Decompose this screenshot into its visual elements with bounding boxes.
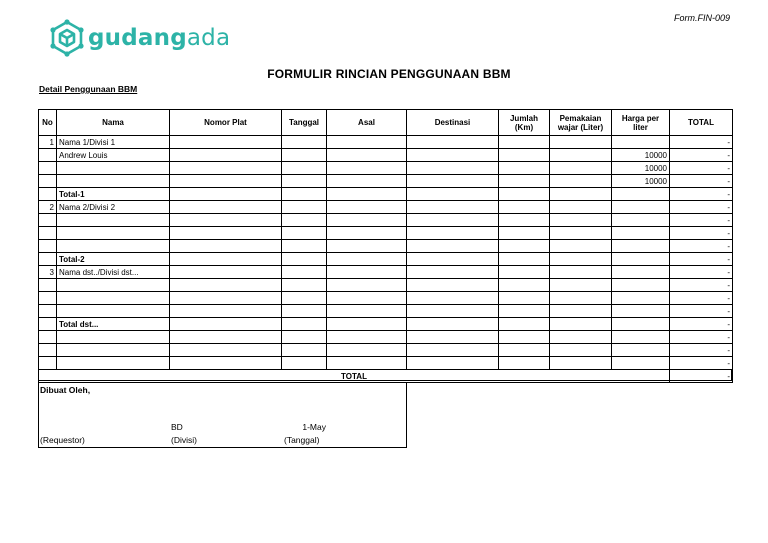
cell-destinasi[interactable] [407, 344, 499, 357]
cell-destinasi[interactable] [407, 175, 499, 188]
cell-destinasi[interactable] [407, 292, 499, 305]
form-code: Form.FIN-009 [673, 13, 730, 23]
cell-harga[interactable]: 10000 [612, 175, 670, 188]
col-header-pemakaian: Pemakaian wajar (Liter) [550, 110, 612, 136]
cell-jumlah-km[interactable] [499, 344, 550, 357]
cell-total[interactable]: - [670, 201, 733, 214]
cell-total[interactable]: - [670, 292, 733, 305]
cell-asal[interactable] [327, 201, 407, 214]
cell-total[interactable]: - [670, 240, 733, 253]
cell-asal[interactable] [327, 305, 407, 318]
cell-total[interactable]: - [670, 162, 733, 175]
cell-tanggal[interactable] [282, 279, 327, 292]
cell-destinasi[interactable] [407, 266, 499, 279]
cell-destinasi[interactable] [407, 279, 499, 292]
cell-pemakaian[interactable] [550, 266, 612, 279]
cell-no[interactable] [39, 253, 57, 266]
cell-destinasi[interactable] [407, 240, 499, 253]
cell-asal[interactable] [327, 331, 407, 344]
cell-harga[interactable] [612, 292, 670, 305]
cell-jumlah-km[interactable] [499, 201, 550, 214]
table-row [39, 279, 733, 292]
cell-total[interactable]: - [670, 357, 733, 370]
cell-destinasi[interactable] [407, 227, 499, 240]
cell-harga[interactable] [612, 201, 670, 214]
table-row [39, 253, 733, 266]
cell-pemakaian[interactable] [550, 331, 612, 344]
cell-nomor-plat[interactable] [170, 292, 282, 305]
cell-total[interactable]: - [670, 175, 733, 188]
cell-harga[interactable] [612, 344, 670, 357]
cell-harga[interactable] [612, 357, 670, 370]
cell-total[interactable]: - [670, 266, 733, 279]
signature-box [38, 382, 407, 448]
cell-tanggal[interactable] [282, 253, 327, 266]
cell-no[interactable] [39, 305, 57, 318]
cell-nomor-plat[interactable] [170, 305, 282, 318]
cell-no[interactable] [39, 188, 57, 201]
table-row [39, 188, 733, 201]
cell-nomor-plat[interactable] [170, 240, 282, 253]
form-title: FORMULIR RINCIAN PENGGUNAAN BBM [267, 67, 511, 81]
cell-harga[interactable]: 10000 [612, 162, 670, 175]
cell-pemakaian[interactable] [550, 318, 612, 331]
cell-nama[interactable]: Total-1 [57, 188, 170, 201]
cell-pemakaian[interactable] [550, 240, 612, 253]
cell-nama[interactable] [57, 175, 170, 188]
brand-part-1: gudang [88, 25, 187, 51]
cell-jumlah-km[interactable] [499, 357, 550, 370]
date-value[interactable]: 1-May [302, 422, 326, 432]
cell-nomor-plat[interactable] [170, 136, 282, 149]
cell-harga[interactable] [612, 240, 670, 253]
col-header-tanggal: Tanggal [282, 110, 327, 136]
cell-harga[interactable] [612, 305, 670, 318]
cell-harga[interactable]: 10000 [612, 149, 670, 162]
cell-destinasi[interactable] [407, 331, 499, 344]
cell-asal[interactable] [327, 214, 407, 227]
cell-no[interactable] [39, 149, 57, 162]
cell-pemakaian[interactable] [550, 344, 612, 357]
cell-destinasi[interactable] [407, 214, 499, 227]
cell-total[interactable]: - [670, 279, 733, 292]
cell-tanggal[interactable] [282, 162, 327, 175]
cell-total[interactable]: - [670, 149, 733, 162]
cell-nomor-plat[interactable] [170, 149, 282, 162]
table-row [39, 227, 733, 240]
cell-destinasi[interactable] [407, 162, 499, 175]
cell-destinasi[interactable] [407, 188, 499, 201]
cell-no[interactable] [39, 331, 57, 344]
cell-nama[interactable]: Nama dst../Divisi dst... [57, 266, 170, 279]
cell-tanggal[interactable] [282, 292, 327, 305]
cell-pemakaian[interactable] [550, 162, 612, 175]
cell-asal[interactable] [327, 162, 407, 175]
cell-jumlah-km[interactable] [499, 175, 550, 188]
col-header-no: No [39, 110, 57, 136]
table-row [39, 240, 733, 253]
cell-jumlah-km[interactable] [499, 279, 550, 292]
table-row [39, 344, 733, 357]
cell-pemakaian[interactable] [550, 149, 612, 162]
cell-asal[interactable] [327, 318, 407, 331]
cell-tanggal[interactable] [282, 214, 327, 227]
cell-jumlah-km[interactable] [499, 227, 550, 240]
cell-jumlah-km[interactable] [499, 253, 550, 266]
cell-total[interactable]: - [670, 188, 733, 201]
cell-nama[interactable] [57, 357, 170, 370]
cell-jumlah-km[interactable] [499, 188, 550, 201]
cell-jumlah-km[interactable] [499, 292, 550, 305]
cell-tanggal[interactable] [282, 149, 327, 162]
col-header-nomor-plat: Nomor Plat [170, 110, 282, 136]
cell-pemakaian[interactable] [550, 227, 612, 240]
cell-asal[interactable] [327, 292, 407, 305]
cell-nomor-plat[interactable] [170, 318, 282, 331]
brand-logo [49, 19, 230, 57]
cell-asal[interactable] [327, 136, 407, 149]
cell-pemakaian[interactable] [550, 188, 612, 201]
cell-total[interactable]: - [670, 305, 733, 318]
date-label: (Tanggal) [284, 435, 320, 445]
cell-asal[interactable] [327, 149, 407, 162]
table-row [39, 266, 733, 279]
col-header-nama: Nama [57, 110, 170, 136]
requestor-label: (Requestor) [40, 435, 85, 445]
cell-nomor-plat[interactable] [170, 266, 282, 279]
col-header-harga: Harga per liter [612, 110, 670, 136]
cell-no[interactable]: 1 [39, 136, 57, 149]
section-subtitle: Detail Penggunaan BBM [39, 84, 138, 94]
cell-tanggal[interactable] [282, 331, 327, 344]
cell-no[interactable] [39, 318, 57, 331]
made-by-label: Dibuat Oleh, [40, 385, 91, 395]
cell-jumlah-km[interactable] [499, 214, 550, 227]
cell-jumlah-km[interactable] [499, 318, 550, 331]
cell-total[interactable]: - [670, 136, 733, 149]
cell-harga[interactable] [612, 227, 670, 240]
cell-harga[interactable] [612, 266, 670, 279]
table-row [39, 318, 733, 331]
cell-nama[interactable] [57, 227, 170, 240]
table-row [39, 305, 733, 318]
cell-nama[interactable] [57, 214, 170, 227]
table-row [39, 292, 733, 305]
cell-no[interactable] [39, 227, 57, 240]
cell-nomor-plat[interactable] [170, 331, 282, 344]
division-value[interactable]: BD [171, 422, 183, 432]
cell-tanggal[interactable] [282, 136, 327, 149]
cell-nama[interactable] [57, 344, 170, 357]
brand-part-2: ada [186, 25, 231, 51]
cell-asal[interactable] [327, 344, 407, 357]
cell-destinasi[interactable] [407, 318, 499, 331]
cell-harga[interactable] [612, 136, 670, 149]
cell-no[interactable] [39, 344, 57, 357]
cell-asal[interactable] [327, 175, 407, 188]
cell-jumlah-km[interactable] [499, 266, 550, 279]
table-header-row [39, 110, 733, 136]
cell-destinasi[interactable] [407, 201, 499, 214]
col-header-asal: Asal [327, 110, 407, 136]
cell-jumlah-km[interactable] [499, 240, 550, 253]
cell-harga[interactable] [612, 214, 670, 227]
cell-jumlah-km[interactable] [499, 162, 550, 175]
cell-tanggal[interactable] [282, 240, 327, 253]
cell-nomor-plat[interactable] [170, 253, 282, 266]
cell-no[interactable] [39, 240, 57, 253]
cell-nomor-plat[interactable] [170, 227, 282, 240]
cell-nama[interactable] [57, 305, 170, 318]
cell-nama[interactable] [57, 292, 170, 305]
col-header-jumlah-km: Jumlah (Km) [499, 110, 550, 136]
grand-total-label: TOTAL [39, 370, 670, 383]
cell-asal[interactable] [327, 266, 407, 279]
cell-jumlah-km[interactable] [499, 331, 550, 344]
cell-destinasi[interactable] [407, 357, 499, 370]
cell-no[interactable]: 2 [39, 201, 57, 214]
cell-nama[interactable]: Total-2 [57, 253, 170, 266]
table-row [39, 149, 733, 162]
cell-nama[interactable] [57, 331, 170, 344]
cell-pemakaian[interactable] [550, 253, 612, 266]
cell-tanggal[interactable] [282, 318, 327, 331]
cell-tanggal[interactable] [282, 266, 327, 279]
table-row [39, 175, 733, 188]
cell-nama[interactable] [57, 279, 170, 292]
cell-pemakaian[interactable] [550, 292, 612, 305]
cell-tanggal[interactable] [282, 188, 327, 201]
cell-jumlah-km[interactable] [499, 149, 550, 162]
cell-pemakaian[interactable] [550, 201, 612, 214]
cell-tanggal[interactable] [282, 305, 327, 318]
cube-hexagon-icon [49, 19, 85, 57]
cell-asal[interactable] [327, 357, 407, 370]
cell-harga[interactable] [612, 188, 670, 201]
cell-total[interactable]: - [670, 344, 733, 357]
cell-asal[interactable] [327, 240, 407, 253]
cell-nama[interactable] [57, 162, 170, 175]
cell-total[interactable]: - [670, 318, 733, 331]
table-row [39, 136, 733, 149]
table-row [39, 214, 733, 227]
cell-asal[interactable] [327, 279, 407, 292]
cell-nomor-plat[interactable] [170, 188, 282, 201]
col-header-total: TOTAL [670, 110, 733, 136]
cell-asal[interactable] [327, 227, 407, 240]
cell-nomor-plat[interactable] [170, 162, 282, 175]
cell-tanggal[interactable] [282, 357, 327, 370]
table-spacer-row [38, 370, 732, 381]
cell-total[interactable]: - [670, 214, 733, 227]
table-row [39, 331, 733, 344]
brand-name [88, 25, 230, 51]
table-row [39, 201, 733, 214]
cell-pemakaian[interactable] [550, 357, 612, 370]
cell-no[interactable] [39, 175, 57, 188]
cell-jumlah-km[interactable] [499, 136, 550, 149]
table-row [39, 357, 733, 370]
cell-total[interactable]: - [670, 331, 733, 344]
cell-destinasi[interactable] [407, 136, 499, 149]
cell-asal[interactable] [327, 253, 407, 266]
cell-pemakaian[interactable] [550, 305, 612, 318]
cell-destinasi[interactable] [407, 149, 499, 162]
cell-nomor-plat[interactable] [170, 344, 282, 357]
cell-nama[interactable] [57, 240, 170, 253]
cell-destinasi[interactable] [407, 253, 499, 266]
cell-pemakaian[interactable] [550, 214, 612, 227]
cell-pemakaian[interactable] [550, 136, 612, 149]
cell-pemakaian[interactable] [550, 175, 612, 188]
cell-jumlah-km[interactable] [499, 305, 550, 318]
cell-destinasi[interactable] [407, 305, 499, 318]
cell-harga[interactable] [612, 318, 670, 331]
division-label: (Divisi) [171, 435, 197, 445]
cell-no[interactable] [39, 357, 57, 370]
cell-tanggal[interactable] [282, 175, 327, 188]
cell-nama[interactable]: Nama 2/Divisi 2 [57, 201, 170, 214]
cell-tanggal[interactable] [282, 201, 327, 214]
cell-nomor-plat[interactable] [170, 201, 282, 214]
cell-nomor-plat[interactable] [170, 279, 282, 292]
fuel-usage-table [38, 109, 733, 383]
cell-nama[interactable]: Andrew Louis [57, 149, 170, 162]
table-row [39, 162, 733, 175]
cell-no[interactable] [39, 292, 57, 305]
grand-total-value[interactable]: - [670, 370, 733, 383]
cell-tanggal[interactable] [282, 344, 327, 357]
cell-nomor-plat[interactable] [170, 357, 282, 370]
cell-tanggal[interactable] [282, 227, 327, 240]
cell-total[interactable]: - [670, 253, 733, 266]
cell-harga[interactable] [612, 331, 670, 344]
cell-no[interactable] [39, 162, 57, 175]
cell-total[interactable]: - [670, 227, 733, 240]
cell-harga[interactable] [612, 253, 670, 266]
cell-no[interactable] [39, 279, 57, 292]
cell-harga[interactable] [612, 279, 670, 292]
cell-nama[interactable]: Total dst... [57, 318, 170, 331]
cell-nomor-plat[interactable] [170, 214, 282, 227]
cell-asal[interactable] [327, 188, 407, 201]
cell-pemakaian[interactable] [550, 279, 612, 292]
cell-no[interactable]: 3 [39, 266, 57, 279]
cell-nomor-plat[interactable] [170, 175, 282, 188]
cell-no[interactable] [39, 214, 57, 227]
col-header-destinasi: Destinasi [407, 110, 499, 136]
cell-nama[interactable]: Nama 1/Divisi 1 [57, 136, 170, 149]
